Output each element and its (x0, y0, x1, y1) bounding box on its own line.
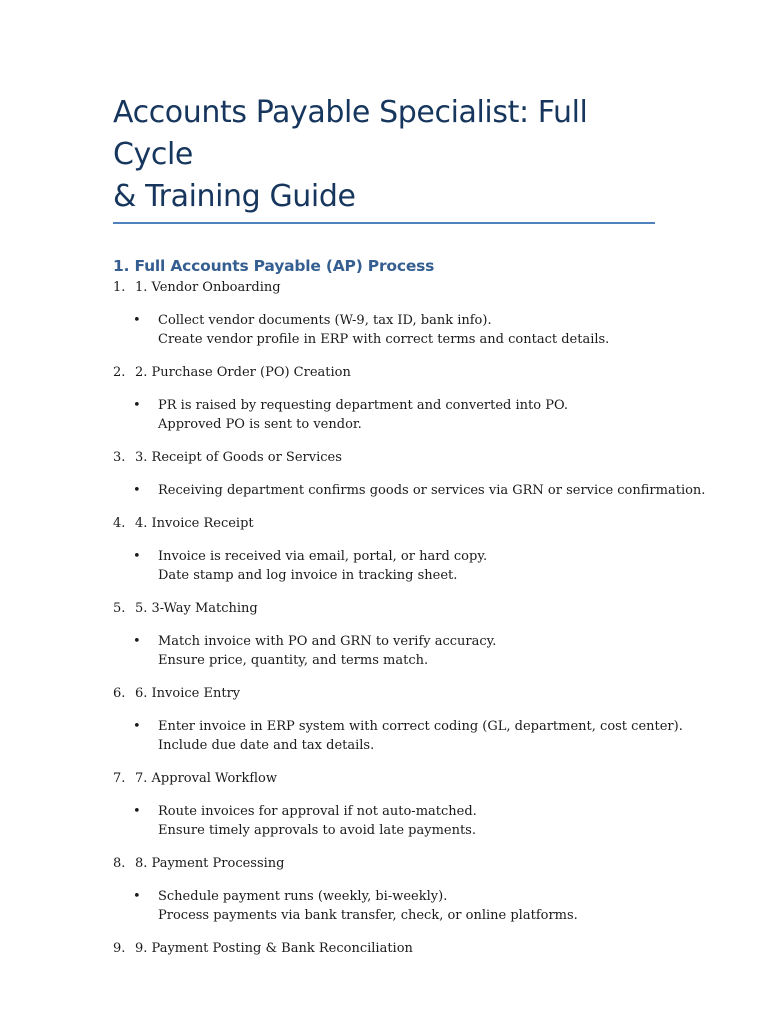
step-number: 3. (113, 450, 126, 465)
step-number: 1. (113, 280, 126, 295)
list-item (113, 515, 655, 585)
step-heading (113, 600, 655, 622)
step-label: 9. Payment Posting & Bank Reconciliation (135, 941, 413, 956)
step-label: 2. Purchase Order (PO) Creation (135, 365, 351, 380)
bullet-item (113, 481, 706, 500)
list-item (113, 940, 655, 962)
bullet-dot-icon: • (133, 889, 141, 904)
bullet-text-line: Ensure price, quantity, and terms match. (158, 653, 429, 668)
step-label: 8. Payment Processing (135, 856, 285, 871)
bullet-text-line: Date stamp and log invoice in tracking sheet. (158, 568, 458, 583)
document-page (113, 92, 706, 962)
bullet-text-line: Schedule payment runs (weekly, bi-weekly). (158, 889, 448, 904)
bullet-item (113, 547, 655, 585)
bullet-text-line: Route invoices for approval if not auto-matched. (158, 804, 477, 819)
bullet-text-line: Include due date and tax details. (158, 738, 375, 753)
section-heading: 1. Full Accounts Payable (AP) Process (113, 257, 435, 275)
step-heading (113, 364, 655, 386)
document-title (113, 92, 655, 218)
step-label: 4. Invoice Receipt (135, 516, 254, 531)
bullet-text-line: PR is raised by requesting department and converted into PO. (158, 398, 568, 413)
step-label: 1. Vendor Onboarding (135, 280, 281, 295)
step-number: 9. (113, 941, 126, 956)
step-number: 7. (113, 771, 126, 786)
step-heading (113, 940, 655, 962)
step-heading (113, 279, 655, 301)
bullet-text-line: Approved PO is sent to vendor. (158, 417, 362, 432)
step-label: 3. Receipt of Goods or Services (135, 450, 342, 465)
bullet-text-line: Collect vendor documents (W-9, tax ID, bank info). (158, 313, 492, 328)
step-number: 8. (113, 856, 126, 871)
bullet-item (113, 396, 655, 434)
bullet-item (113, 802, 655, 840)
bullet-dot-icon: • (133, 313, 141, 328)
bullet-dot-icon: • (133, 719, 141, 734)
document-title-line-2: & Training Guide (113, 179, 356, 214)
step-heading (113, 515, 655, 537)
step-number: 5. (113, 601, 126, 616)
process-steps-list (113, 279, 706, 962)
list-item (113, 364, 655, 434)
list-item (113, 855, 655, 925)
step-number: 4. (113, 516, 126, 531)
step-label: 7. Approval Workflow (135, 771, 278, 786)
title-underline-rule (113, 222, 655, 224)
bullet-item (113, 632, 655, 670)
document-title-line-1: Accounts Payable Specialist: Full Cycle (113, 95, 588, 172)
list-item (113, 600, 655, 670)
step-heading (113, 685, 655, 707)
bullet-dot-icon: • (133, 804, 141, 819)
bullet-text-line: Enter invoice in ERP system with correct coding (GL, department, cost center). (158, 719, 683, 734)
step-heading (113, 770, 655, 792)
bullet-text-line: Invoice is received via email, portal, or hard copy. (158, 549, 488, 564)
bullet-dot-icon: • (133, 549, 141, 564)
bullet-item (113, 311, 655, 349)
list-item (113, 449, 706, 500)
bullet-text-line: Ensure timely approvals to avoid late payments. (158, 823, 476, 838)
bullet-item (113, 717, 683, 755)
step-label: 5. 3-Way Matching (135, 601, 258, 616)
bullet-text-line: Match invoice with PO and GRN to verify accuracy. (158, 634, 497, 649)
bullet-item (113, 887, 655, 925)
bullet-dot-icon: • (133, 398, 141, 413)
step-number: 6. (113, 686, 126, 701)
bullet-dot-icon: • (133, 483, 141, 498)
bullet-text-line: Create vendor profile in ERP with correct terms and contact details. (158, 332, 610, 347)
list-item (113, 685, 683, 755)
bullet-text-line: Process payments via bank transfer, check, or online platforms. (158, 908, 578, 923)
step-heading (113, 449, 655, 471)
list-item (113, 770, 655, 840)
bullet-text-line: Receiving department confirms goods or services via GRN or service confirmation. (158, 483, 706, 498)
step-label: 6. Invoice Entry (135, 686, 241, 701)
step-number: 2. (113, 365, 126, 380)
list-item (113, 279, 655, 349)
step-heading (113, 855, 655, 877)
bullet-dot-icon: • (133, 634, 141, 649)
